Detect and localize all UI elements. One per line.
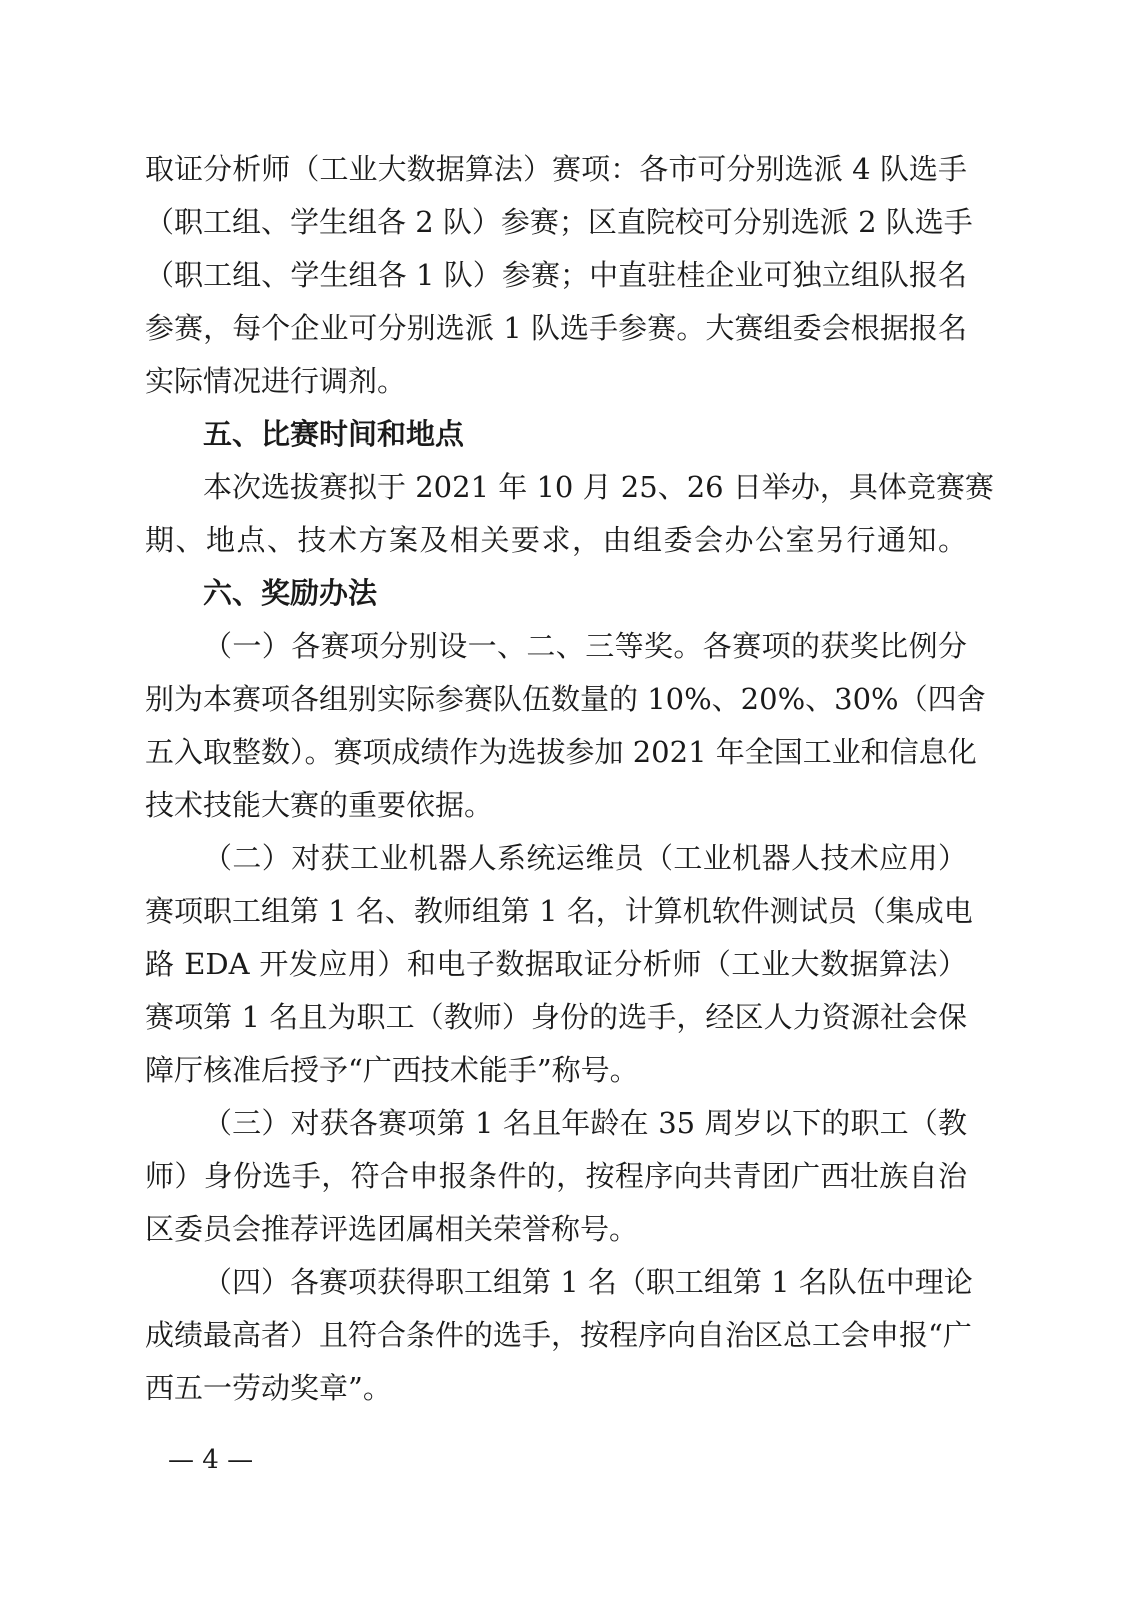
paragraph-line: 五入取整数）。赛项成绩作为选拔参加 2021 年全国工业和信息化 — [145, 735, 977, 769]
section-heading-time-location: 五、比赛时间和地点 — [203, 417, 465, 451]
paragraph-line: 障厅核准后授予“广西技术能手”称号。 — [145, 1053, 639, 1087]
paragraph-line: （四）各赛项获得职工组第 1 名（职工组第 1 名队伍中理论 — [203, 1265, 973, 1299]
paragraph-line: （职工组、学生组各 1 队）参赛；中直驻桂企业可独立组队报名 — [145, 258, 967, 292]
section-heading-awards: 六、奖励办法 — [203, 576, 378, 610]
paragraph-line: 赛项职工组第 1 名、教师组第 1 名，计算机软件测试员（集成电 — [145, 894, 973, 928]
paragraph-line: （二）对获工业机器人系统运维员（工业机器人技术应用） — [203, 841, 967, 875]
paragraph-line: （一）各赛项分别设一、二、三等奖。各赛项的获奖比例分 — [203, 629, 967, 663]
paragraph-line: 期、地点、技术方案及相关要求，由组委会办公室另行通知。 — [145, 523, 967, 557]
paragraph-line: 实际情况进行调剂。 — [145, 364, 407, 398]
paragraph-line: 本次选拔赛拟于 2021 年 10 月 25、26 日举办，具体竞赛赛 — [203, 470, 994, 504]
paragraph-line: 路 EDA 开发应用）和电子数据取证分析师（工业大数据算法） — [145, 947, 967, 981]
paragraph-line: 取证分析师（工业大数据算法）赛项：各市可分别选派 4 队选手 — [145, 152, 967, 186]
paragraph-line: 西五一劳动奖章”。 — [145, 1371, 392, 1405]
paragraph-line: 赛项第 1 名且为职工（教师）身份的选手，经区人力资源社会保 — [145, 1000, 967, 1034]
paragraph-line: 参赛，每个企业可分别选派 1 队选手参赛。大赛组委会根据报名 — [145, 311, 967, 345]
paragraph-line: 技术技能大赛的重要依据。 — [145, 788, 494, 822]
page-number: — 4 — — [168, 1445, 254, 1475]
paragraph-line: 别为本赛项各组别实际参赛队伍数量的 10%、20%、30%（四舍 — [145, 682, 986, 716]
paragraph-line: （三）对获各赛项第 1 名且年龄在 35 周岁以下的职工（教 — [203, 1106, 967, 1140]
paragraph-line: 师）身份选手，符合申报条件的，按程序向共青团广西壮族自治 — [145, 1159, 967, 1193]
paragraph-line: 区委员会推荐评选团属相关荣誉称号。 — [145, 1212, 639, 1246]
paragraph-line: （职工组、学生组各 2 队）参赛；区直院校可分别选派 2 队选手 — [145, 205, 973, 239]
paragraph-line: 成绩最高者）且符合条件的选手，按程序向自治区总工会申报“广 — [145, 1318, 972, 1352]
